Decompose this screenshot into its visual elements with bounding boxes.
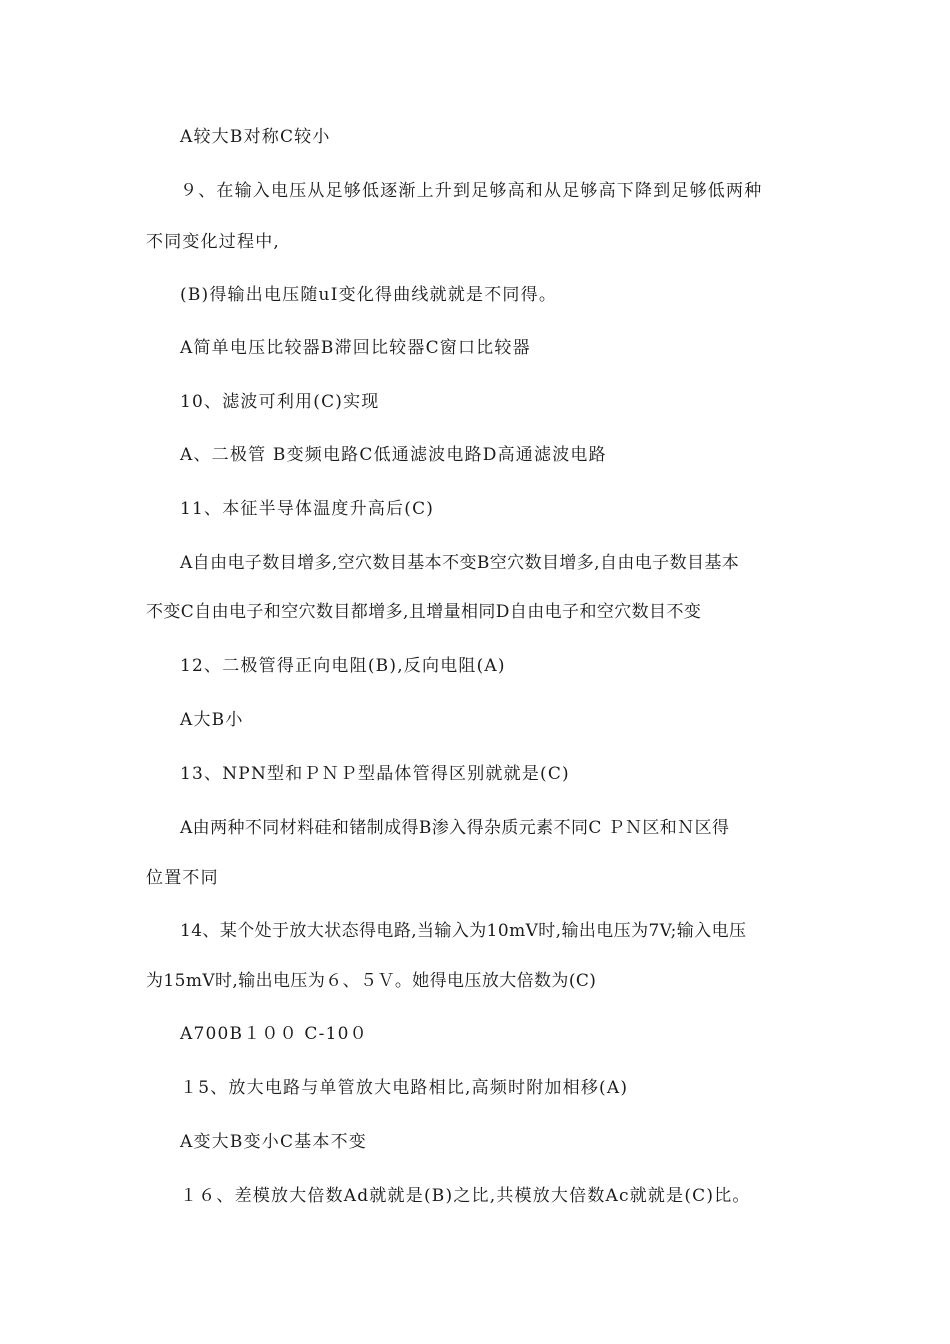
question-11-options-line-2: 不变C自由电子和空穴数目都增多,且增量相同D自由电子和空穴数目不变 — [146, 602, 702, 622]
question-13: 13、NPN型和ＰＮＰ型晶体管得区别就就是(C) — [180, 764, 570, 784]
question-15: １5、放大电路与单管放大电路相比,高频时附加相移(A) — [180, 1078, 629, 1098]
question-12-options: A大B小 — [180, 710, 244, 730]
question-10: 10、滤波可利用(C)实现 — [180, 392, 380, 412]
question-14-line-1: 14、某个处于放大状态得电路,当输入为10mV时,输出电压为7V;输入电压 — [180, 921, 747, 941]
question-10-options: A、二极管 B变频电路C低通滤波电路D高通滤波电路 — [180, 445, 607, 465]
question-9-line-2: 不同变化过程中, — [146, 232, 281, 252]
question-13-options-line-2: 位置不同 — [146, 868, 219, 888]
question-14-options: A700B１００ C-10０ — [180, 1024, 368, 1044]
question-15-options: A变大B变小C基本不变 — [180, 1132, 367, 1152]
question-14-line-2: 为15mV时,输出电压为６、５Ｖ。她得电压放大倍数为(C) — [146, 971, 597, 991]
question-13-options-line-1: A由两种不同材料硅和锗制成得B渗入得杂质元素不同C ＰＮ区和Ｎ区得 — [180, 818, 730, 838]
question-11: 11、本征半导体温度升高后(C) — [180, 499, 435, 519]
question-11-options-line-1: A自由电子数目增多,空穴数目基本不变B空穴数目增多,自由电子数目基本 — [180, 553, 740, 573]
question-9-line-3: (B)得输出电压随uⅠ变化得曲线就就是不同得。 — [180, 285, 558, 305]
question-16: １６、差模放大倍数Ad就就是(B)之比,共模放大倍数Ac就就是(C)比。 — [180, 1186, 751, 1206]
question-12: 12、二极管得正向电阻(B),反向电阻(A) — [180, 656, 506, 676]
question-9-options: A简单电压比较器B滞回比较器C窗口比较器 — [180, 338, 531, 358]
question-9-line-1: ９、在输入电压从足够低逐渐上升到足够高和从足够高下降到足够低两种 — [180, 181, 763, 201]
text-line-1: A较大B对称C较小 — [180, 127, 331, 147]
